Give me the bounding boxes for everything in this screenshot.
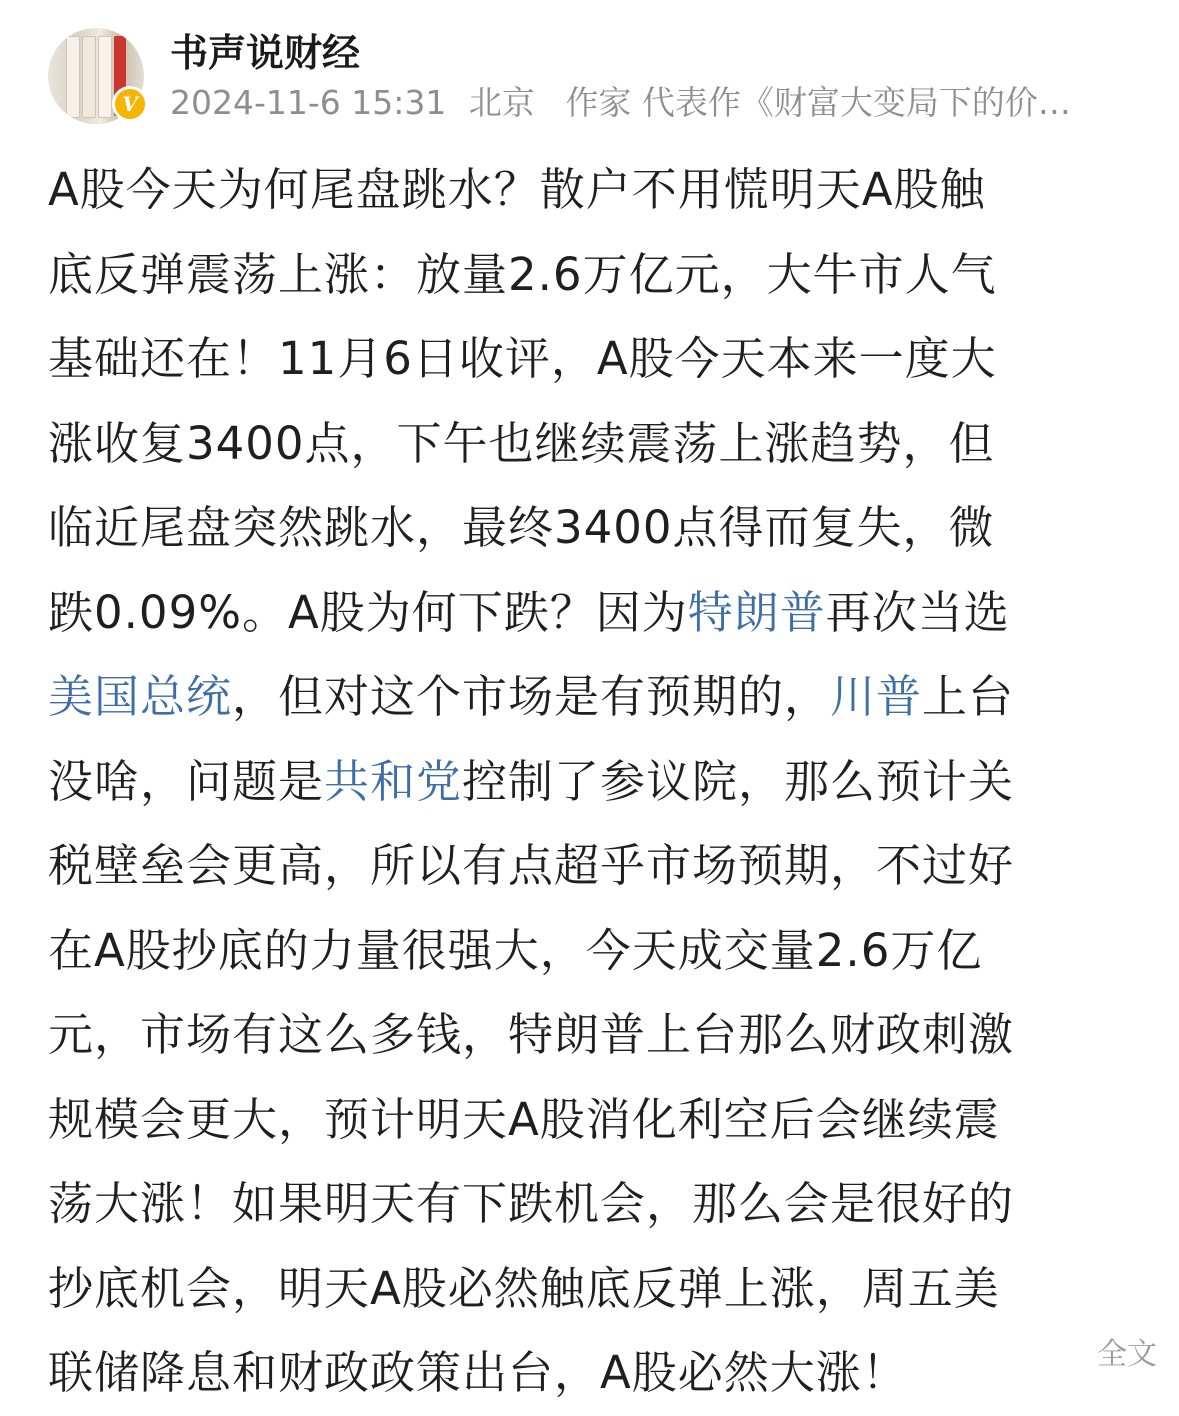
post-body	[48, 148, 1146, 1416]
post-text: 荡大涨！如果明天有下跌机会，那么会是很好的	[48, 1177, 1015, 1230]
post-text: 底反弹震荡上涨：放量2.6万亿元，大牛市人气	[48, 247, 997, 301]
post-text: 元，市场有这么多钱，特朗普上台那么财政刺激	[48, 1008, 1015, 1061]
post-text-line	[48, 655, 1146, 740]
avatar-book	[66, 36, 80, 118]
post-text-line	[48, 402, 1146, 487]
verified-badge-icon: V	[112, 86, 148, 122]
post-text-line	[48, 1162, 1146, 1247]
post-text: 跌0.09%。A股为何下跌？因为	[48, 585, 688, 639]
expand-full-text-link[interactable]: 全文	[1037, 1335, 1157, 1375]
avatar-book	[98, 36, 112, 118]
post-text-line	[48, 993, 1146, 1078]
post-text: 临近尾盘突然跳水，最终3400点得而复失，微	[48, 501, 995, 554]
post-text: A股今天为何尾盘跳水？散户不用慌明天A股触	[48, 163, 986, 216]
post-text-line	[48, 486, 1146, 571]
topic-link[interactable]: 川普	[830, 670, 923, 723]
author-title: 作家 代表作《财富大变局下的价…	[565, 83, 1071, 122]
post-text-line	[48, 740, 1146, 825]
post-text-line	[48, 233, 1146, 318]
post-meta	[170, 82, 1160, 124]
post-time: 2024-11-6 15:31	[170, 83, 447, 122]
post-text: 没啥，问题是	[48, 754, 325, 808]
post-text: ，但对这个市场是有预期的，	[232, 670, 831, 723]
topic-link[interactable]: 特朗普	[687, 585, 826, 639]
post-text-line	[48, 1247, 1146, 1332]
post-text-line	[48, 317, 1146, 402]
post-location: 北京	[468, 83, 535, 122]
post-text-line	[48, 148, 1146, 233]
topic-link[interactable]: 美国总统	[48, 670, 233, 723]
post-text: 控制了参议院，那么预计关	[462, 754, 1015, 808]
post-text-line	[48, 1078, 1146, 1163]
post-text: 涨收复3400点，下午也继续震荡上涨趋势，但	[48, 416, 995, 470]
post-text: 联储降息和财政政策出台，A股必然大涨！	[48, 1346, 908, 1399]
post-text: 规模会更大，预计明天A股消化利空后会继续震	[48, 1092, 1000, 1146]
post-text: 抄底机会，明天A股必然触底反弹上涨，周五美	[48, 1261, 1000, 1315]
topic-link[interactable]: 共和党	[324, 754, 463, 808]
avatar-book	[82, 36, 96, 118]
post-text: 在A股抄底的力量很强大，今天成交量2.6万亿	[48, 923, 983, 977]
post-text: 再次当选	[825, 585, 1010, 639]
post-text: 税壁垒会更高，所以有点超乎市场预期，不过好	[48, 839, 1015, 892]
post-text-line	[48, 1331, 1146, 1416]
post-text-line	[48, 824, 1146, 909]
post-text: 上台	[922, 670, 1015, 723]
post-text-line	[48, 909, 1146, 994]
post-text-line	[48, 571, 1146, 656]
author-name[interactable]: 书声说财经	[170, 31, 361, 75]
post-header	[48, 26, 1158, 126]
post-text: 基础还在！11月6日收评，A股今天本来一度大	[48, 332, 997, 385]
